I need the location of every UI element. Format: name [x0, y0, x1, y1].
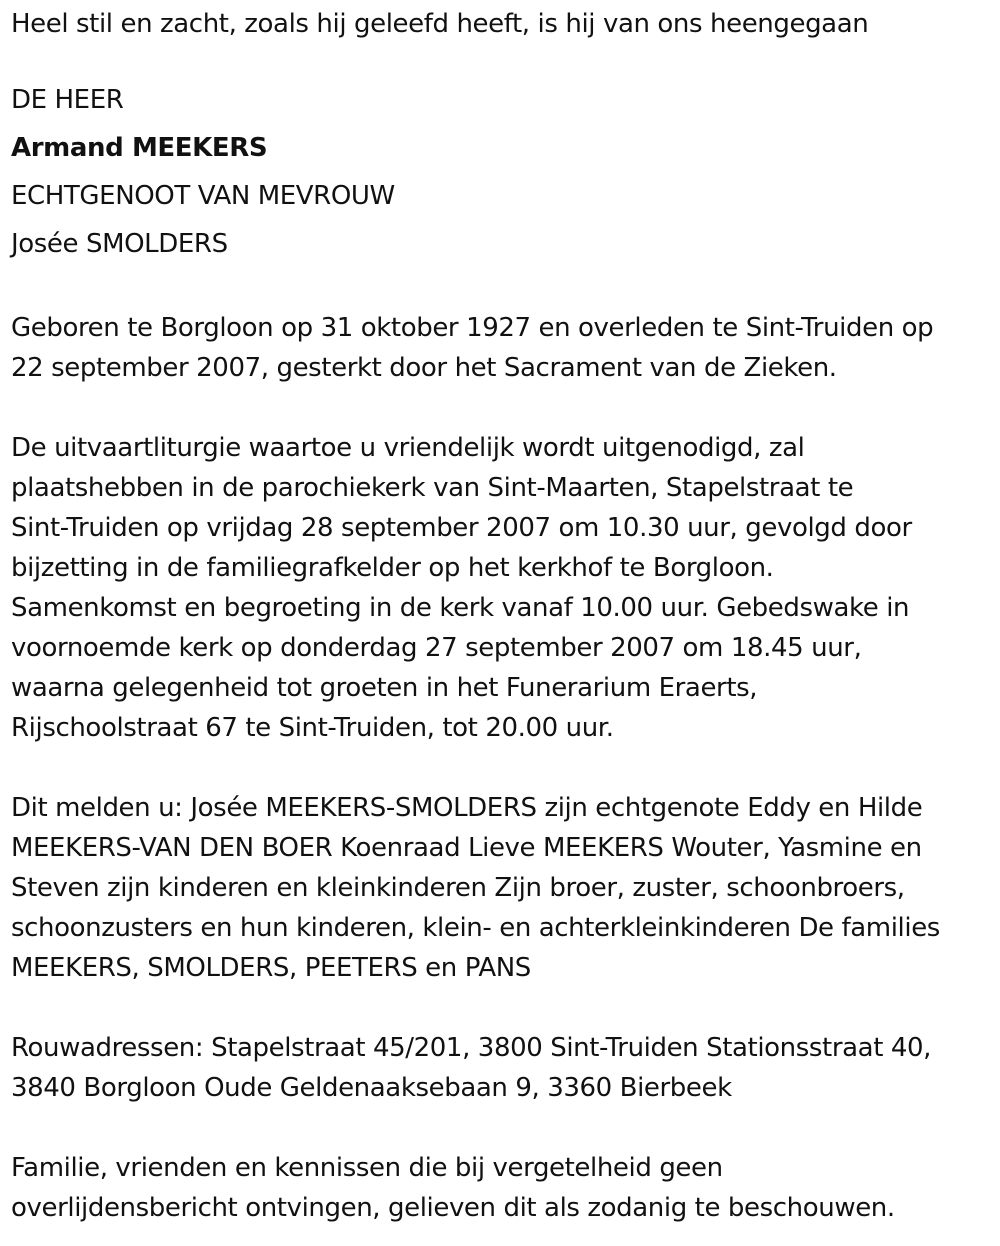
paragraph-line: Samenkomst en begroeting in de kerk vanaf 10.00 uur. Gebedswake in [11, 593, 910, 623]
deceased-name: Armand MEEKERS [11, 133, 268, 163]
paragraph-line: MEEKERS-VAN DEN BOER Koenraad Lieve MEEKERS Wouter, Yasmine en [11, 833, 922, 863]
paragraph-line: Geboren te Borgloon op 31 oktober 1927 en overleden te Sint-Truiden op [11, 313, 934, 343]
addresses-paragraph [11, 1028, 990, 1108]
closing-paragraph [11, 1148, 990, 1228]
paragraph-line: Rijschoolstraat 67 te Sint-Truiden, tot 20.00 uur. [11, 713, 614, 743]
relation-label: ECHTGENOOT VAN MEVROUW [11, 181, 395, 211]
paragraph-line: schoonzusters en hun kinderen, klein- en achterkleinkinderen De families [11, 913, 940, 943]
paragraph-line: Steven zijn kinderen en kleinkinderen Zijn broer, zuster, schoonbroers, [11, 873, 905, 903]
paragraph-line: 22 september 2007, gesterkt door het Sacrament van de Zieken. [11, 353, 837, 383]
paragraph-line: Familie, vrienden en kennissen die bij vergetelheid geen [11, 1153, 723, 1183]
paragraph-line: Rouwadressen: Stapelstraat 45/201, 3800 Sint-Truiden Stationsstraat 40, [11, 1033, 932, 1063]
spouse-name: Josée SMOLDERS [11, 229, 228, 259]
funeral-paragraph [11, 428, 990, 748]
paragraph-line: voornoemde kerk op donderdag 27 september 2007 om 18.45 uur, [11, 633, 862, 663]
paragraph-line: bijzetting in de familiegrafkelder op het kerkhof te Borgloon. [11, 553, 774, 583]
family-paragraph [11, 788, 990, 988]
paragraph-line: 3840 Borgloon Oude Geldenaaksebaan 9, 3360 Bierbeek [11, 1073, 732, 1103]
deceased-header [11, 76, 990, 268]
paragraph-line: overlijdensbericht ontvingen, gelieven dit als zodanig te beschouwen. [11, 1193, 895, 1223]
honorific: DE HEER [11, 85, 124, 115]
birth-death-paragraph [11, 308, 990, 388]
paragraph-line: De uitvaartliturgie waartoe u vriendelijk wordt uitgenodigd, zal [11, 433, 805, 463]
paragraph-line: waarna gelegenheid tot groeten in het Funerarium Eraerts, [11, 673, 758, 703]
intro-text: Heel stil en zacht, zoals hij geleefd heeft, is hij van ons heengegaan [11, 9, 869, 39]
paragraph-line: plaatshebben in de parochiekerk van Sint-Maarten, Stapelstraat te [11, 473, 854, 503]
paragraph-line: Sint-Truiden op vrijdag 28 september 2007 om 10.30 uur, gevolgd door [11, 513, 912, 543]
paragraph-line: MEEKERS, SMOLDERS, PEETERS en PANS [11, 953, 531, 983]
paragraph-line: Dit melden u: Josée MEEKERS-SMOLDERS zijn echtgenote Eddy en Hilde [11, 793, 923, 823]
